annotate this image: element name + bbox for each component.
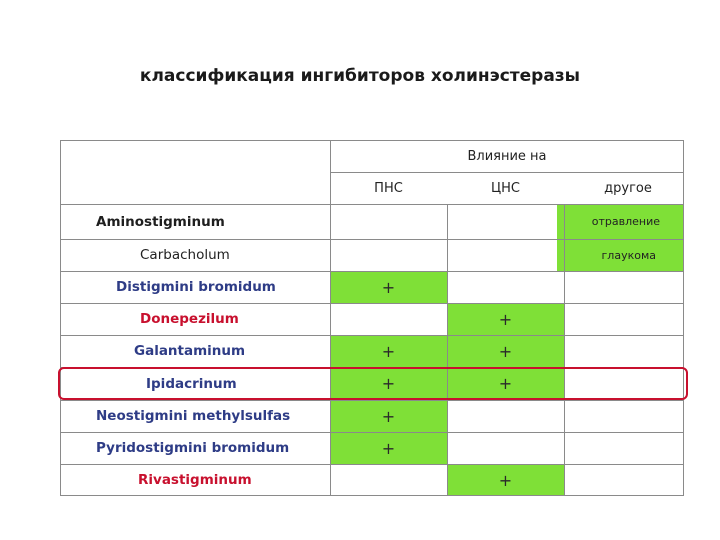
pns-mark: +	[381, 374, 396, 393]
drug-name: Donepezilum	[140, 311, 239, 327]
drug-name: Pyridostigmini bromidum	[96, 440, 290, 456]
slide-title: классификация ингибиторов холинэстеразы	[139, 66, 581, 86]
other-value: глаукома	[601, 248, 656, 262]
drug-name: Ipidacrinum	[146, 375, 237, 392]
header-pns: ПНС	[374, 180, 403, 196]
drug-name: Galantaminum	[134, 343, 246, 359]
pns-mark: +	[381, 406, 396, 426]
drug-name: Distigmini bromidum	[116, 279, 276, 295]
cns-mark: +	[498, 470, 513, 490]
cns-mark: +	[498, 309, 513, 329]
drug-name: Rivastigminum	[138, 472, 252, 488]
pns-mark: +	[381, 341, 396, 361]
header-cns: ЦНС	[491, 180, 520, 196]
cns-mark: +	[498, 374, 513, 393]
classification-table	[60, 140, 684, 496]
pns-mark: +	[381, 438, 396, 458]
cns-mark: +	[498, 341, 513, 361]
drug-name: Carbacholum	[140, 247, 230, 263]
drug-name: Aminostigminum	[96, 213, 225, 230]
other-value: отравление	[591, 215, 660, 228]
header-other: другое	[604, 180, 652, 196]
pns-mark: +	[381, 277, 396, 297]
drug-name: Neostigmini methylsulfas	[96, 408, 291, 424]
highlight-frame	[58, 367, 688, 400]
header-group: Влияние на	[467, 148, 547, 164]
